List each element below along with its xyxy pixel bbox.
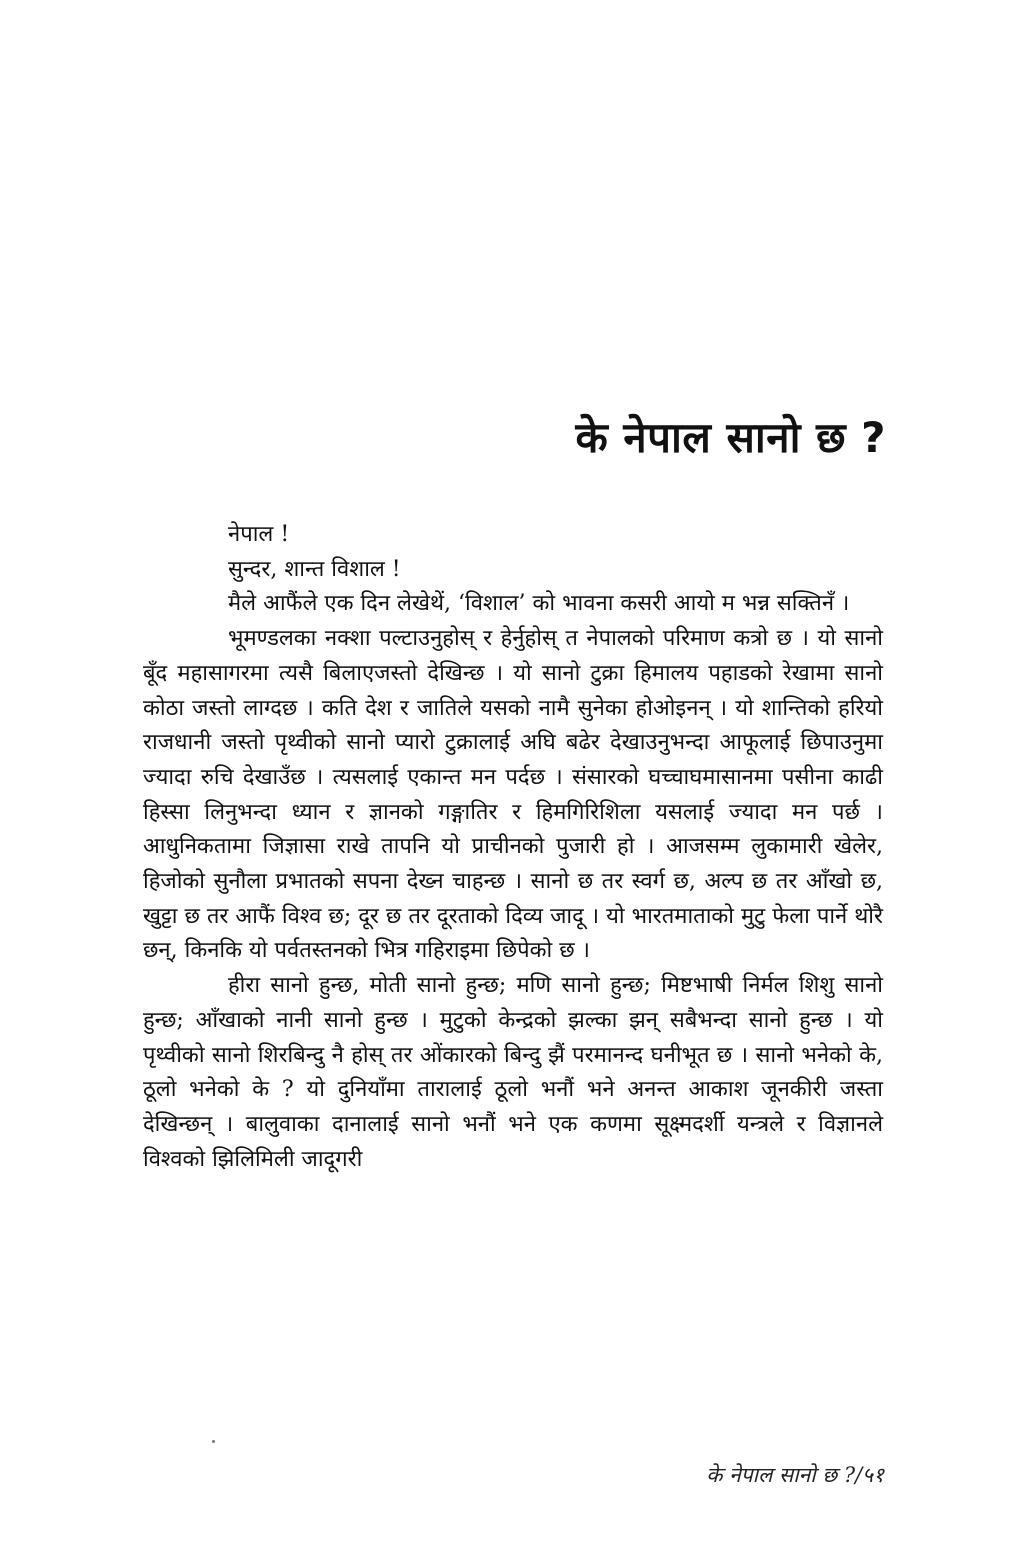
chapter-title: के नेपाल सानो छ ? (575, 413, 886, 462)
paragraph: नेपाल ! (228, 522, 290, 547)
paragraph: भूमण्डलका नक्शा पल्टाउनुहोस् र हेर्नुहोस् त नेपालको परिमाण कत्रो छ । यो सानो बूँद महासागरमा त्यसै बिलाएजस्तो देखिन्छ । यो सानो टुक्रा हिमालय पहाडको रेखामा सानो कोठा जस्तो लाग्दछ । कति देश र जातिले यसको नामै सुनेका होओइनन् । यो शान्तिको हरियो राजधानी जस्तो पृथ्वीको सानो प्यारो टुक्रालाई अघि बढेर देखाउनुभन्दा आफूलाई छिपाउनुमा ज्यादा रुचि देखाउँछ । त्यसलाई एकान्त मन पर्दछ । संसारको घच्चाघमासानमा पसीना काढी हिस्सा लिनुभन्दा ध्यान र ज्ञानको गङ्गातिर र हिमगिरिशिला यसलाई ज्यादा मन पर्छ । आधुनिकतामा जिज्ञासा राखे तापनि यो प्राचीनको पुजारी हो । आजसम्म लुकामारी खेलेर, हिजोको सुनौला प्रभातको सपना देख्न चाहन्छ । सानो छ तर स्वर्ग छ, अल्प छ तर आँखो छ, खुट्टा छ तर आफैं विश्व छ; दूर छ तर दूरताको दिव्य जादू । यो भारतमाताको मुटु फेला पार्ने थोरै छन्, किनकि यो पर्वतस्तनको भित्र गहिराइमा छिपेको छ । (143, 626, 883, 964)
running-footer-page-number: के नेपाल सानो छ ?/५१ (706, 1463, 884, 1487)
body-text (143, 518, 883, 1177)
paragraph: सुन्दर, शान्त विशाल ! (228, 556, 401, 582)
paragraph: मैले आफैंले एक दिन लेखेथें, ‘विशाल’ को भावना कसरी आयो म भन्न सक्तिनँ । (228, 591, 850, 617)
scan-speck (212, 1440, 215, 1443)
paragraph: हीरा सानो हुन्छ, मोती सानो हुन्छ; मणि सानो हुन्छ; मिष्टभाषी निर्मल शिशु सानो हुन्छ; आँखाको नानी सानो हुन्छ । मुटुको केन्द्रको झल्का झन् सबैभन्दा सानो हुन्छ । यो पृथ्वीको सानो शिरबिन्दु नै होस् तर ओंकारको बिन्दु झैं परमानन्द घनीभूत छ । सानो भनेको के, ठूलो भनेको के ? यो दुनियाँमा तारालाई ठूलो भनौं भने अनन्त आकाश जूनकीरी जस्ता देखिन्छन् । बालुवाका दानालाई सानो भनौं भने एक कणमा सूक्ष्मदर्शी यन्त्रले र विज्ञानले विश्वको झिलिमिली जादूगरी (143, 973, 883, 1172)
